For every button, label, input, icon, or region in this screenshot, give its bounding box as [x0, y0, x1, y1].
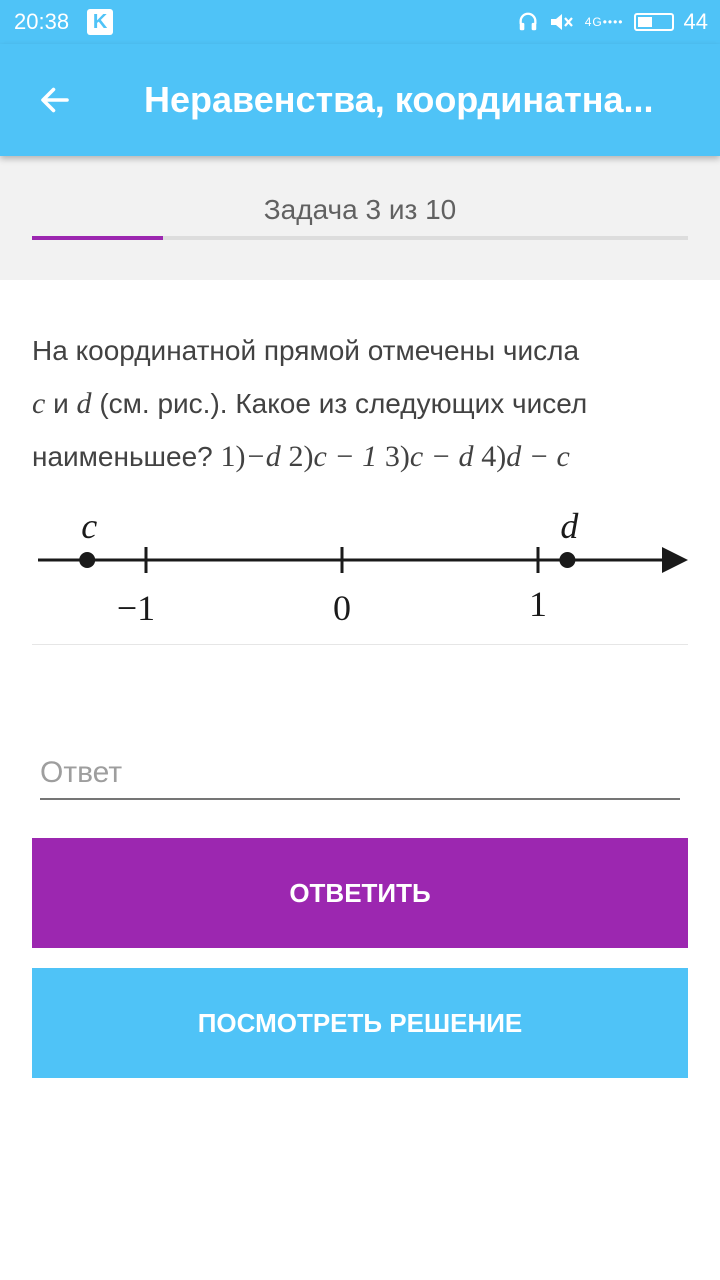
option-2-number: 2) — [288, 440, 314, 473]
volume-muted-icon — [549, 11, 575, 33]
arrow-back-icon — [37, 82, 73, 118]
status-bar — [0, 0, 720, 44]
option-2-expression: c − 1 — [313, 440, 378, 473]
status-left — [14, 9, 113, 35]
status-right — [517, 9, 708, 35]
progress-fill — [32, 236, 163, 240]
task-counter: Задача 3 из 10 — [263, 194, 457, 225]
question-line-2: (см. рис.). Какое из следующих чисел — [99, 388, 588, 419]
answer-input[interactable] — [40, 748, 680, 800]
progress-section — [0, 156, 720, 280]
point-d — [559, 552, 575, 568]
point-c-label: c — [81, 506, 98, 546]
question-line-3: наименьшее? — [32, 441, 213, 472]
view-solution-button[interactable]: ПОСМОТРЕТЬ РЕШЕНИЕ — [32, 968, 688, 1078]
option-1-number: 1) — [220, 440, 246, 473]
option-4-number: 4) — [481, 440, 507, 473]
headphones-icon — [517, 11, 539, 33]
app-notification-icon: K — [87, 9, 113, 35]
tick-label-one: 1 — [529, 584, 547, 624]
page-title: Неравенства, координатна... — [144, 79, 654, 120]
submit-answer-button[interactable]: ОТВЕТИТЬ — [32, 838, 688, 948]
battery-icon — [634, 13, 674, 31]
question-text — [32, 324, 692, 483]
conjunction: и — [53, 388, 69, 419]
status-time: 20:38 — [14, 9, 70, 34]
option-3-number: 3) — [384, 440, 410, 473]
tick-label-zero: 0 — [333, 588, 351, 628]
number-line-figure — [30, 500, 690, 630]
divider — [32, 644, 688, 645]
option-1-expression: −d — [245, 440, 281, 473]
back-button[interactable] — [0, 44, 110, 156]
network-type — [585, 15, 624, 29]
app-bar — [0, 44, 720, 156]
question-line-1: На координатной прямой отмечены числа — [32, 335, 580, 366]
option-4-expression: d − c — [506, 440, 570, 473]
option-3-expression: c − d — [409, 440, 474, 473]
point-c — [79, 552, 95, 568]
progress-bar — [32, 236, 688, 240]
signal-dots: •••• — [602, 15, 624, 29]
network-label: 4G — [584, 15, 603, 29]
point-d-label: d — [560, 506, 579, 546]
axis-arrow-icon — [662, 547, 688, 573]
var-c: c — [32, 387, 46, 420]
var-d: d — [76, 387, 92, 420]
tick-label-minus-1: −1 — [116, 588, 156, 628]
battery-level: 44 — [683, 9, 708, 34]
